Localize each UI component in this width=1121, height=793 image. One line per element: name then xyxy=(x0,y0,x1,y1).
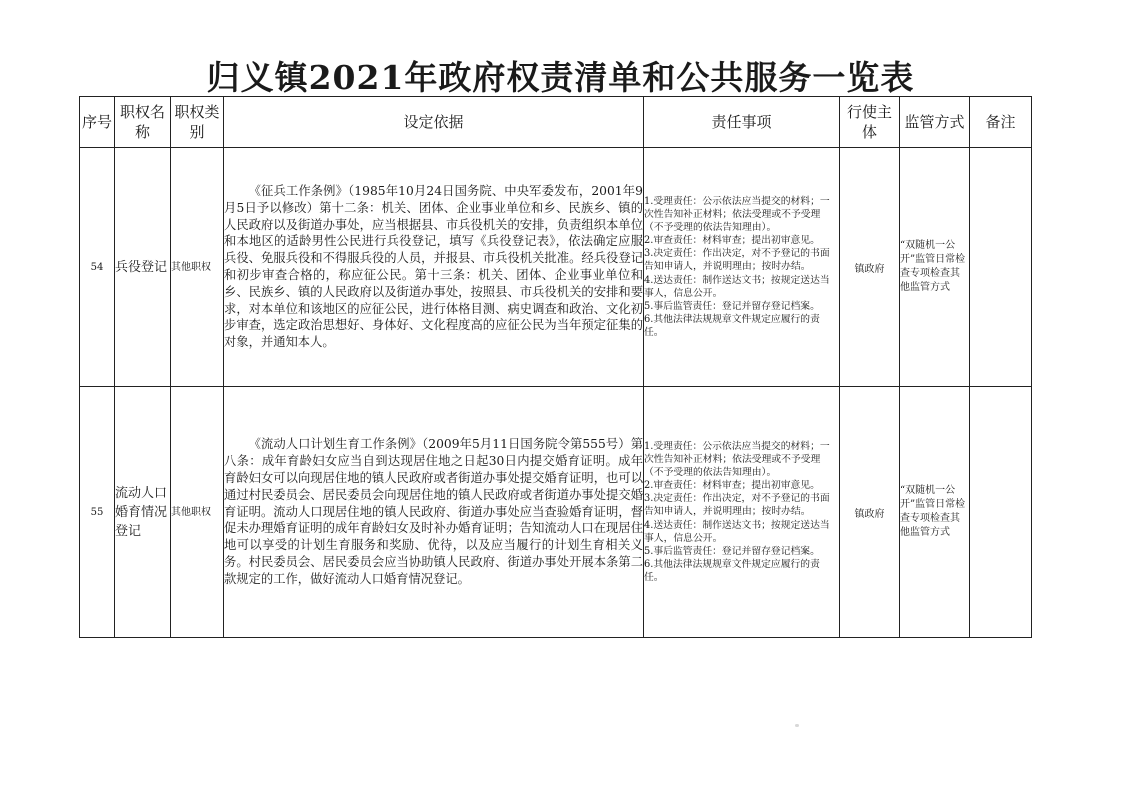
row-supervision-method: “双随机一公开”监管日常检查专项检查其他监管方式 xyxy=(900,387,970,638)
responsibility-item: 5.事后监管责任：登记并留存登记档案。 xyxy=(644,300,820,312)
header-authority-name: 职权名称 xyxy=(115,97,171,148)
header-executing-body: 行使主体 xyxy=(840,97,900,148)
page-title: 归义镇2021年政府权责清单和公共服务一览表 xyxy=(206,58,915,97)
header-authority-type: 职权类别 xyxy=(171,97,224,148)
row-authority-name: 流动人口婚育情况登记 xyxy=(115,387,171,638)
responsibility-item: 3.决定责任：作出决定，对不予登记的书面告知申请人，并说明理由；按时办结。 xyxy=(644,493,830,518)
row-executing-body: 镇政府 xyxy=(840,387,900,638)
responsibility-item: 2.审查责任：材料审查；提出初审意见。 xyxy=(644,480,820,492)
scan-speck xyxy=(795,724,799,727)
row-executing-body: 镇政府 xyxy=(840,148,900,387)
row-responsibilities xyxy=(644,148,840,387)
legal-basis-text: 《流动人口计划生育工作条例》（2009年5月11日国务院令第555号）第八条：成年育龄妇女应当自到达现居住地之日起30日内提交婚育证明。成年育龄妇女可以向现居住地的镇人民政府或者街道办事处提交婚育证明，也可以通过村民委员会、居民委员会向现居住地的镇人民政府或者街道办事处提交婚育证明。流动人口现居住地的镇人民政府、街道办事处应当查验婚育证明，督促未办理婚育证明的成年育龄妇女及时补办婚育证明；告知流动人口在现居住地可以享受的计划生育服务和奖励、优待，以及应当履行的计划生育相关义务。村民委员会、居民委员会应当协助镇人民政府、街道办事处开展本条第二款规定的工作，做好流动人口婚育情况登记。 xyxy=(224,437,643,586)
row-legal-basis xyxy=(224,148,644,387)
header-responsibilities: 责任事项 xyxy=(644,97,840,148)
row-supervision-method: “双随机一公开”监管日常检查专项检查其他监管方式 xyxy=(900,148,970,387)
table-row xyxy=(80,148,1032,387)
row-legal-basis xyxy=(224,387,644,638)
row-authority-name: 兵役登记 xyxy=(115,148,171,387)
header-supervision-method: 监管方式 xyxy=(900,97,970,148)
row-authority-type: 其他职权 xyxy=(171,148,224,387)
row-responsibilities xyxy=(644,387,840,638)
responsibility-item: 6.其他法律法规规章文件规定应履行的责任。 xyxy=(644,558,820,583)
responsibility-item: 2.审查责任：材料审查；提出初审意见。 xyxy=(644,235,820,247)
table-header-row xyxy=(80,97,1032,148)
row-remarks xyxy=(970,387,1032,638)
header-remarks: 备注 xyxy=(970,97,1032,148)
table-row xyxy=(80,387,1032,638)
row-seq: 55 xyxy=(80,387,115,638)
responsibility-item: 6.其他法律法规规章文件规定应履行的责任。 xyxy=(644,313,820,338)
header-legal-basis: 设定依据 xyxy=(224,97,644,148)
row-remarks xyxy=(970,148,1032,387)
header-seq: 序号 xyxy=(80,97,115,148)
responsibility-item: 1.受理责任：公示依法应当提交的材料；一次性告知补正材料；依法受理或不予受理（不予受理的依法告知理由）。 xyxy=(644,440,830,479)
responsibility-item: 4.送达责任：制作送达文书；按规定送达当事人，信息公开。 xyxy=(644,519,830,544)
authority-table xyxy=(79,96,1032,638)
responsibility-item: 5.事后监管责任：登记并留存登记档案。 xyxy=(644,545,820,557)
responsibility-item: 3.决定责任：作出决定，对不予登记的书面告知申请人，并说明理由；按时办结。 xyxy=(644,248,830,273)
responsibility-item: 4.送达责任：制作送达文书；按规定送达当事人，信息公开。 xyxy=(644,274,830,299)
row-seq: 54 xyxy=(80,148,115,387)
row-authority-type: 其他职权 xyxy=(171,387,224,638)
responsibility-item: 1.受理责任：公示依法应当提交的材料；一次性告知补正材料；依法受理或不予受理（不予受理的依法告知理由）。 xyxy=(644,195,830,234)
legal-basis-text: 《征兵工作条例》（1985年10月24日国务院、中央军委发布，2001年9月5日予以修改）第十二条：机关、团体、企业事业单位和乡、民族乡、镇的人民政府以及街道办事处，应当根据县、市兵役机关的安排，负责组织本单位和本地区的适龄男性公民进行兵役登记，填写《兵役登记表》，依法确定应服兵役、免服兵役和不得服兵役的人员，并报县、市兵役机关批准。经兵役登记和初步审查合格的，称应征公民。第十三条：机关、团体、企业事业单位和乡、民族乡、镇的人民政府以及街道办事处，按照县、市兵役机关的安排和要求，对本单位和该地区的应征公民，进行体格目测、病史调查和政治、文化初步审查，选定政治思想好、身体好、文化程度高的应征公民为当年预定征集的对象，并通知本人。 xyxy=(224,184,643,350)
